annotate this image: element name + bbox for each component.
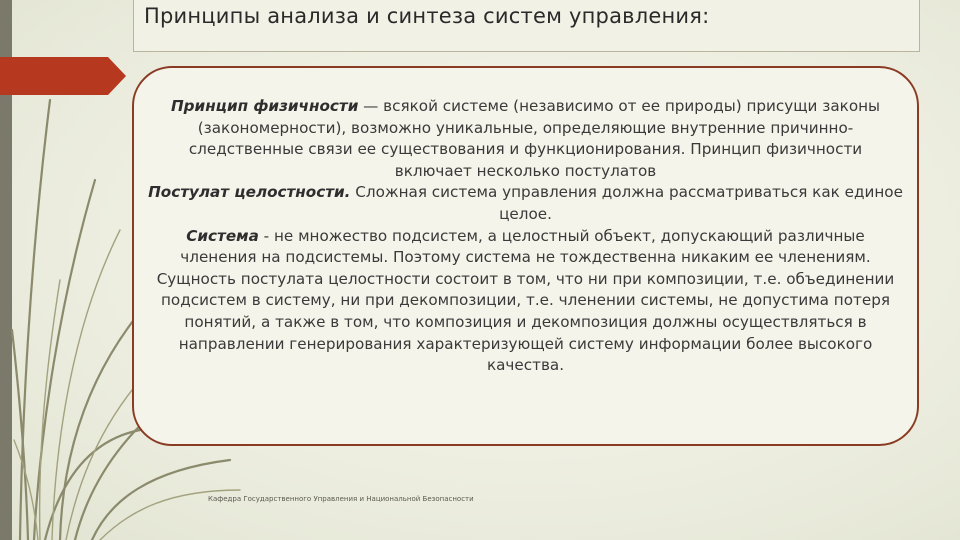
page-title: Принципы анализа и синтеза систем управления: [144,4,710,28]
title-accent-arrow [0,57,126,95]
title-box [133,0,920,52]
footer-text: Кафедра Государственного Управления и Национальной Безопасности [208,495,474,503]
term-integrity-postulate: Постулат целостности. [148,183,351,202]
term-system: Система [186,226,259,245]
content-panel [132,66,919,446]
text-integrity-postulate: Сложная система управления должна рассматриваться как единое целое. [350,183,903,223]
content-text [148,96,903,377]
text-system: - не множество подсистем, а целостный объект, допускающий различные членения на подсистемы. Поэтому система не тождественна никаким ее членениям. Сущность постулата целостности состоит в том, что ни при композиции, т.е. объединении подсистем в систему, ни при декомпозиции, т.е. членении системы, не допустима потеря понятий, а также в том, что композиция и декомпозиция должны осуществляться в направлении генерирования характеризующей систему информации более высокого качества. [156,226,895,375]
text-physicality: — всякой системе (независимо от ее природы) присущи законы (закономерности), возможно уникальные, определяющие внутренние причинно-следственные связи ее существования и функционирования. Принцип физичности включает несколько постулатов [188,97,881,180]
term-physicality: Принцип физичности [170,97,359,115]
